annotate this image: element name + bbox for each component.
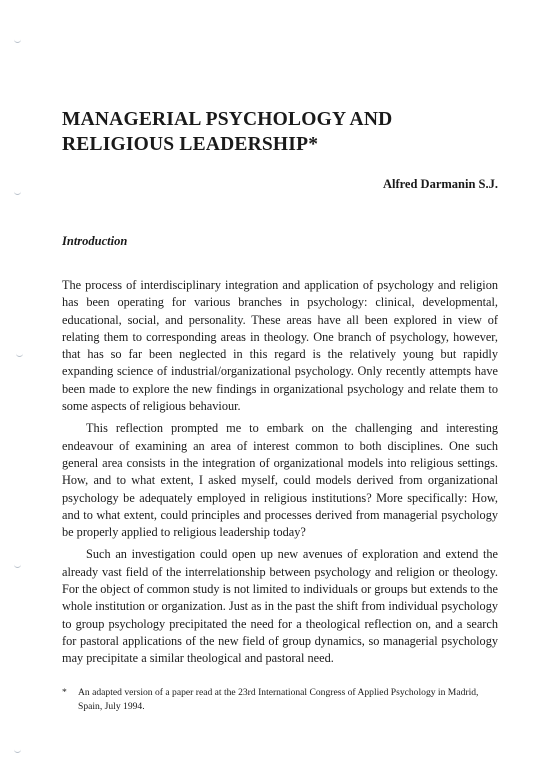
footnote-marker: * — [62, 687, 67, 698]
paragraph: The process of interdisciplinary integration and application of psychology and religion has been operating for various branches in psychology: clinical, developmental, educational, social, and personality. These areas have all been explored in view of relating them to corresponding areas in theology. One branch of psychology, however, that has so far been neglected in this regard is the relatively young but rapidly expanding science of industrial/organizational psychology. Only recently attempts have been made to explore the new findings in organizational psychology and relate them to some aspects of religious behaviour. — [62, 278, 498, 414]
section-heading: Introduction — [62, 234, 128, 248]
body-text — [62, 277, 498, 668]
scan-mark — [14, 190, 21, 195]
scan-mark — [14, 38, 21, 43]
scan-mark — [16, 352, 23, 357]
author-name: Alfred Darmanin S.J. — [382, 177, 498, 191]
scan-mark — [14, 563, 21, 568]
paragraph: Such an investigation could open up new avenues of exploration and extend the already vast field of the interrelationship between psychology and religion or theology. For the object of common study is not limited to individuals or groups but extends to the whole institution or organization. Just as in the past the shift from individual psychology to group psychology precipitated the need for a theological reflection on, and a search for pastoral applications of the new field of group dynamics, so managerial psychology may precipitate a similar theological and pastoral need. — [62, 547, 498, 666]
footnote-text: An adapted version of a paper read at the 23rd International Congress of Applied Psychology in Madrid, Spain, July 1994. — [78, 687, 479, 712]
scan-mark — [14, 748, 21, 753]
article-title: MANAGERIAL PSYCHOLOGY AND RELIGIOUS LEADERSHIP* — [62, 109, 393, 155]
footnote — [62, 686, 498, 714]
paragraph: This reflection prompted me to embark on the challenging and interesting endeavour of examining an area of interest common to both disciplines. One such general area consists in the integration of organizational models into religious settings. How, and to what extent, I asked myself, could models derived from organizational psychology be adequately employed in religious institutions? More specifically: How, and to what extent, could principles and processes derived from managerial psychology be properly applied to religious leadership today? — [62, 421, 498, 540]
